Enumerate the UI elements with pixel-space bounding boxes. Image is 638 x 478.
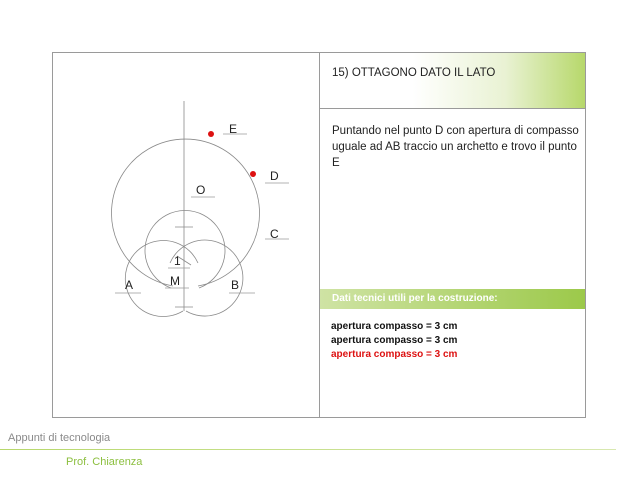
arc-a [125, 241, 198, 317]
tech-data-label: Dati tecnici utili per la costruzione: [332, 293, 498, 304]
label-e: E [229, 122, 238, 136]
label-one: 1 [174, 254, 181, 268]
point-e-marker [208, 131, 214, 137]
param-item: apertura compasso = 3 cm [331, 321, 458, 332]
footer-divider [0, 449, 616, 450]
footer-author: Prof. Chiarenza [66, 456, 143, 468]
param-item: apertura compasso = 3 cm [331, 335, 458, 346]
param-list [331, 320, 457, 362]
slide-frame [52, 52, 586, 418]
title-box [320, 53, 585, 109]
footer-subject: Appunti di tecnologia [8, 432, 111, 444]
step-description: Puntando nel punto D con apertura di compasso uguale ad AB traccio un archetto e trovo il punto E [332, 125, 579, 169]
label-c: C [270, 227, 279, 241]
slide-title: 15) OTTAGONO DATO IL LATO [332, 67, 496, 79]
label-b: B [231, 278, 240, 292]
circle-one [145, 211, 225, 288]
construction-drawing [53, 53, 320, 417]
label-d: D [270, 169, 279, 183]
circle-o [112, 139, 260, 286]
label-m: M [170, 274, 180, 288]
param-item: apertura compasso = 3 cm [331, 349, 458, 360]
point-d-marker [250, 171, 256, 177]
label-o: O [196, 183, 206, 197]
label-a: A [125, 278, 134, 292]
tech-data-header [320, 289, 585, 309]
